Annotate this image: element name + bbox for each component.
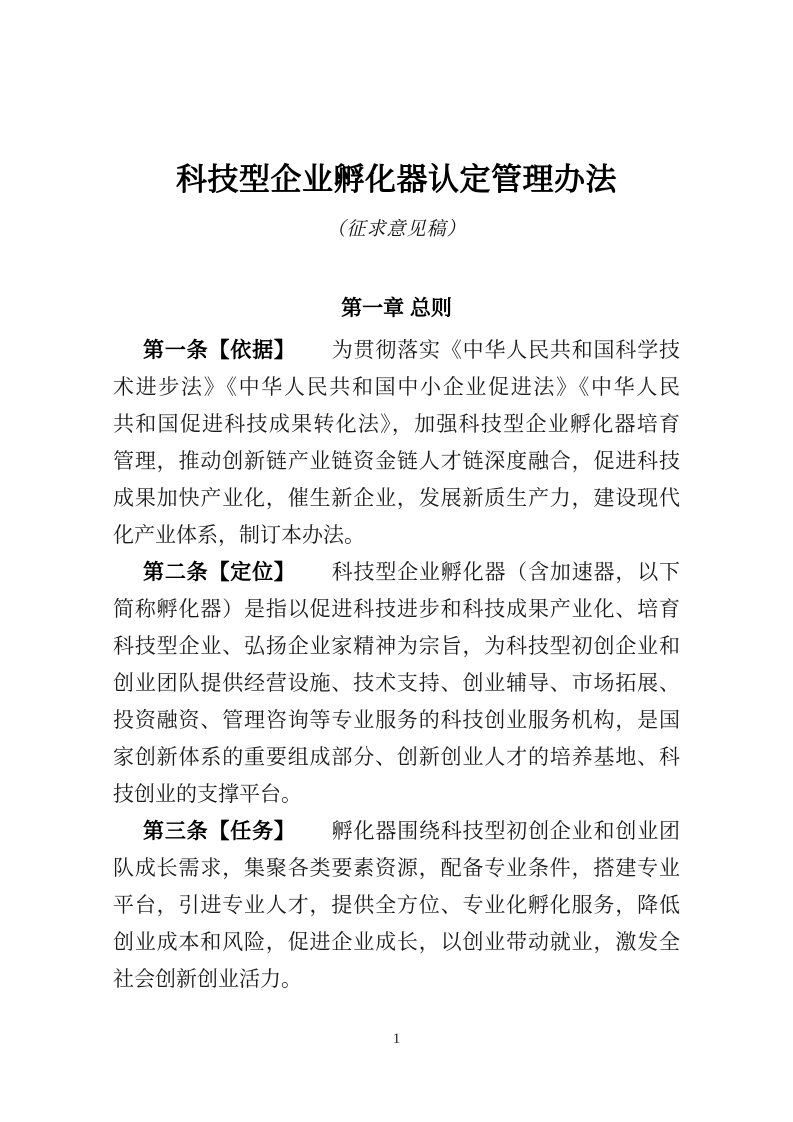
article-2-text: 科技型企业孵化器（含加速器，以下	[331, 560, 680, 584]
article-2-line-6: 家创新体系的重要组成部分、创新创业人才的培养基地、科	[113, 745, 680, 769]
article-3-line-1	[113, 813, 680, 850]
article-3-line-4: 创业成本和风险，促进企业成长，以创业带动就业，激发全	[113, 930, 680, 954]
article-2-line-7: 技创业的支撑平台。	[113, 782, 302, 806]
article-2-line-4: 创业团队提供经营设施、技术支持、创业辅导、市场拓展、	[113, 671, 680, 695]
article-2-line-3: 科技型企业、弘扬企业家精神为宗旨，为科技型初创企业和	[113, 634, 680, 658]
article-2-line-2: 简称孵化器）是指以促进科技进步和科技成果产业化、培育	[113, 597, 680, 621]
article-2-line-5: 投资融资、管理咨询等专业服务的科技创业服务机构，是国	[113, 708, 680, 732]
article-1-line-2: 术进步法》《中华人民共和国中小企业促进法》《中华人民	[113, 375, 680, 399]
document-subtitle: （征求意见稿）	[326, 219, 467, 240]
chapter-heading: 第一章 总则	[341, 297, 452, 320]
document-title: 科技型企业孵化器认定管理办法	[176, 162, 617, 197]
article-1-line-4: 管理，推动创新链产业链资金链人才链深度融合，促进科技	[113, 449, 680, 473]
article-1-line-1	[113, 332, 680, 369]
article-1-line-6: 化产业体系，制订本办法。	[113, 523, 365, 547]
articles	[113, 332, 680, 998]
article-1-label: 第一条【依据】	[143, 339, 296, 362]
article-3-label: 第三条【任务】	[143, 820, 296, 843]
article-1-line-3: 共和国促进科技成果转化法》，加强科技型企业孵化器培育	[113, 412, 680, 436]
page-number: 1	[392, 1031, 401, 1047]
article-2-label: 第二条【定位】	[143, 561, 296, 584]
article-1-text: 为贯彻落实《中华人民共和国科学技	[331, 338, 680, 362]
article-3-line-5: 社会创新创业活力。	[113, 967, 302, 991]
article-2-line-1	[113, 554, 680, 591]
article-3-text: 孵化器围绕科技型初创企业和创业团	[331, 819, 680, 843]
article-1-line-5: 成果加快产业化，催生新企业，发展新质生产力，建设现代	[113, 486, 680, 510]
article-3-line-2: 队成长需求，集聚各类要素资源，配备专业条件，搭建专业	[113, 856, 680, 880]
article-3-line-3: 平台，引进专业人才，提供全方位、专业化孵化服务，降低	[113, 893, 680, 917]
document-content	[113, 0, 680, 998]
